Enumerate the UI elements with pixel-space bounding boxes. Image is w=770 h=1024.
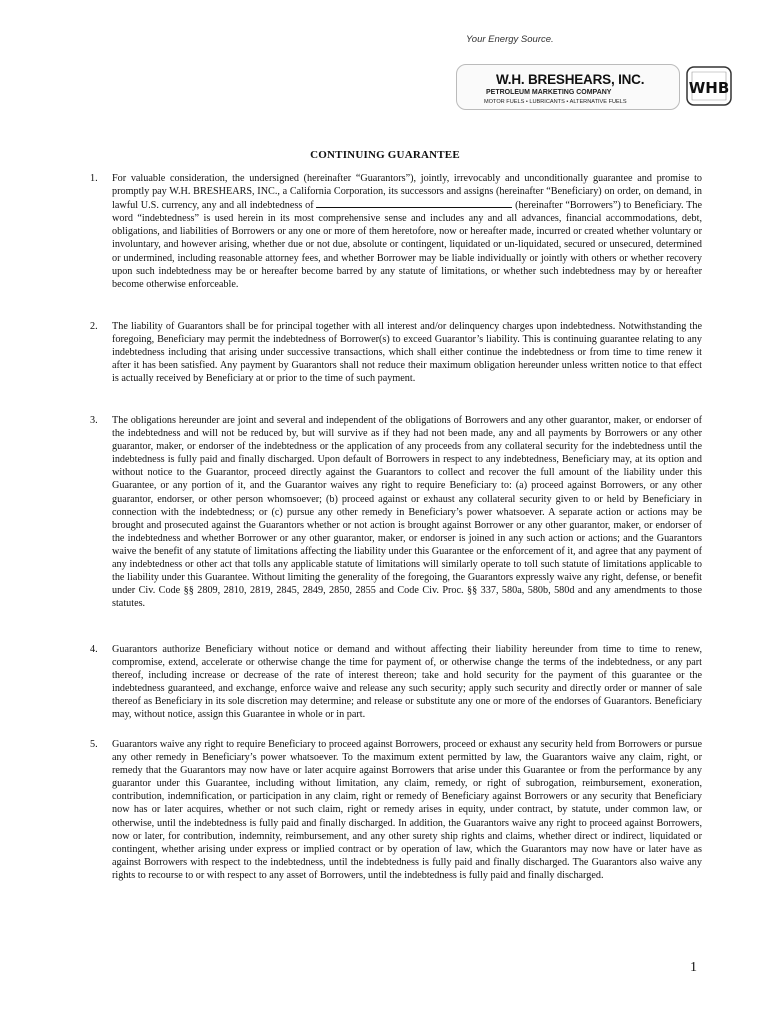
clause-4 xyxy=(90,643,702,722)
document-title: CONTINUING GUARANTEE xyxy=(310,149,460,161)
product-alternative-fuels: ALTERNATIVE FUELS xyxy=(569,99,627,105)
page-number: 1 xyxy=(690,960,697,975)
clause-5 xyxy=(90,738,702,882)
letterhead xyxy=(456,56,730,114)
clause-text: The liability of Guarantors shall be for principal together with all interest and/or delinquency charges upon indebtedness. Notwithstanding the foregoing, Beneficiary may permit the indebtedness of Borrower(s) to exceed Guarantor’s liability. This is continuing guarantee relating to any indebtedness including that arising under successive transactions, which shall either continue the indebtedness or from time to time renew it after it has been satisfied. Any payment by Guarantors shall not reduce their maximum obligation hereunder unless written notice to that effect is actually received by Beneficiary at or prior to the time of such payment. xyxy=(112,321,702,385)
clause-text: Guarantors authorize Beneficiary without notice or demand and without affecting their liability hereunder from time to time to renew, compromise, extend, accelerate or otherwise change the time for payment of, or otherwise change the terms of the indebtedness, or any part thereof, including increase or decrease of the rate of interest thereon; take and hold security for the payment of this guarantee or the indebtedness guaranteed, and exchange, enforce waive and release any such security; apply such security and directly order or manner of sale thereof as Beneficiary in its sole discretion may determine; and release or substitute any one or more of the endorses of Guarantors. Beneficiary may, without notice, assign this Guarantee in whole or in part. xyxy=(112,644,702,721)
clause-3 xyxy=(90,414,702,610)
company-products xyxy=(484,99,627,105)
clause-text: The obligations hereunder are joint and several and independent of the obligations of Borrowers and any other guarantor, maker, or endorser of the indebtedness and will not be reduced by, but will survive as if they had not been made, any and all payments by Borrowers or any other guarantor, maker, or endorser of the indebtedness or the application of any proceeds from any collateral security for the indebtedness until the indebtedness is fully paid and finally discharged. Upon default of Borrowers in respect to any indebtedness, Beneficiary may, at its option and without notice to the Guarantor, proceed directly against the Guarantors to collect and recover the full amount of the liability under this Guarantee, or any portion of it, and the Guarantor waives any right to require Beneficiary to: (a) proceed against Borrowers, or any other guarantor, endorser, or other person whomsoever; (b) proceed against or exhaust any collateral security given to or held by Beneficiary in connection with the indebtedness; or (c) pursue any other remedy in Beneficiary’s power whatsoever. A separate action or actions may be brought and prosecuted against the Guarantors whether or not action is brought against Borrower or any other guarantor, maker, or endorser of the indebtedness and whether Borrower or any other guarantor, maker, or endorser is joined in any such action or actions; and the Guarantors waive the benefit of any statute of limitations affecting the liability under this Guarantee or the enforcement of it, and agree that any payment of any indebtedness or other act that tolls any applicable statute of limitations will similarly operate to toll such statute of limitations applicable to the liability under this Guarantee. Without limiting the generality of the foregoing, the Guarantors expressly waive any right, defense, or benefit under Civ. Code §§ 2809, 2810, 2819, 2845, 2849, 2850, 2855 and Code Civ. Proc. §§ 337, 580a, 580b, 580d and any amendments to those statutes. xyxy=(112,415,702,610)
logo-lettering: WHB xyxy=(688,79,730,97)
bullet-icon: • xyxy=(525,99,530,105)
clause-number: 4. xyxy=(90,644,98,655)
company-name: W.H. BRESHEARS, INC. xyxy=(496,72,645,87)
company-logo-icon xyxy=(686,66,732,106)
company-tagline: Your Energy Source. xyxy=(466,34,554,45)
product-lubricants: LUBRICANTS xyxy=(529,99,565,105)
company-subtitle: PETROLEUM MARKETING COMPANY xyxy=(486,89,612,96)
borrower-name-blank[interactable] xyxy=(316,198,512,208)
clause-number: 3. xyxy=(90,415,98,426)
bullet-icon: • xyxy=(566,99,570,105)
clause-number: 2. xyxy=(90,321,98,332)
clause-number: 1. xyxy=(90,173,98,184)
clause-text: For valuable consideration, the undersigned (hereinafter “Guarantors”), jointly, irrevocably and unconditionally guarantee and promise to promptly pay W.H. BRESHEARS, INC., a California Corporation, its successors and assigns (hereinafter “Beneficiary) on order, on demand, in lawful U.S. currency, any and all indebtedness of xyxy=(112,173,702,212)
clause-text-continued: (hereinafter “Borrowers”) to Beneficiary. The word “indebtedness” is used herein in its most comprehensive sense and includes any and all advances, financial accommodations, debt, obligations, and liabilities of Borrowers or any one or more of them heretofore, now or hereafter made, incurred or created whether voluntary or involuntary, and however arising, whether due or not due, absolute or contingent, liquidated or un-liquidated, secured or unsecured, determined or undermined, including reasonable attorney fees, and whether Borrower may be liable individually or jointly with others or whether recovery upon such indebtedness may be or hereafter become barred by any statute of limitations, or whether such indebtedness may by or hereafter become otherwise enforceable. xyxy=(112,200,702,290)
clause-2 xyxy=(90,320,702,385)
product-motor-fuels: MOTOR FUELS xyxy=(484,99,525,105)
clause-number: 5. xyxy=(90,739,98,750)
clause-text: Guarantors waive any right to require Beneficiary to proceed against Borrowers, proceed or exhaust any security held from Borrowers or pursue any other remedy in Beneficiary’s power whatsoever. To the maximum extent permitted by law, the Guarantors waive any claim, right, or remedy that the Guarantors may now have or later acquire against Borrowers that arise under this Guarantee or from the performance by any guarantor under this Guarantee, including without limitation, any claim, remedy, or right of subrogation, reimbursement, exoneration, contribution, indemnification, or participation in any claim, right or remedy of Beneficiary against Borrowers or any security that Beneficiary now has or later acquires, whether or not such claim, right or remedy arises in equity, under contract, by statute, under common law, or otherwise, until the indebtedness is fully paid and finally discharged. In addition, the Guarantors waive any right to proceed against Borrowers, now or later, for contribution, indemnity, reimbursement, and any other surety ship rights and claims, whether direct or indirect, liquidated or contingent, whether arising under express or implied contract or by operation of law, which the Guarantors may now have or later have as against Borrowers with respect to the indebtedness, until the indebtedness is fully paid and finally discharged. The Guarantors also waive any rights to recourse to or with respect to any asset of Borrowers, until the indebtedness is fully paid and finally discharged. xyxy=(112,739,702,881)
clause-1 xyxy=(90,172,702,291)
